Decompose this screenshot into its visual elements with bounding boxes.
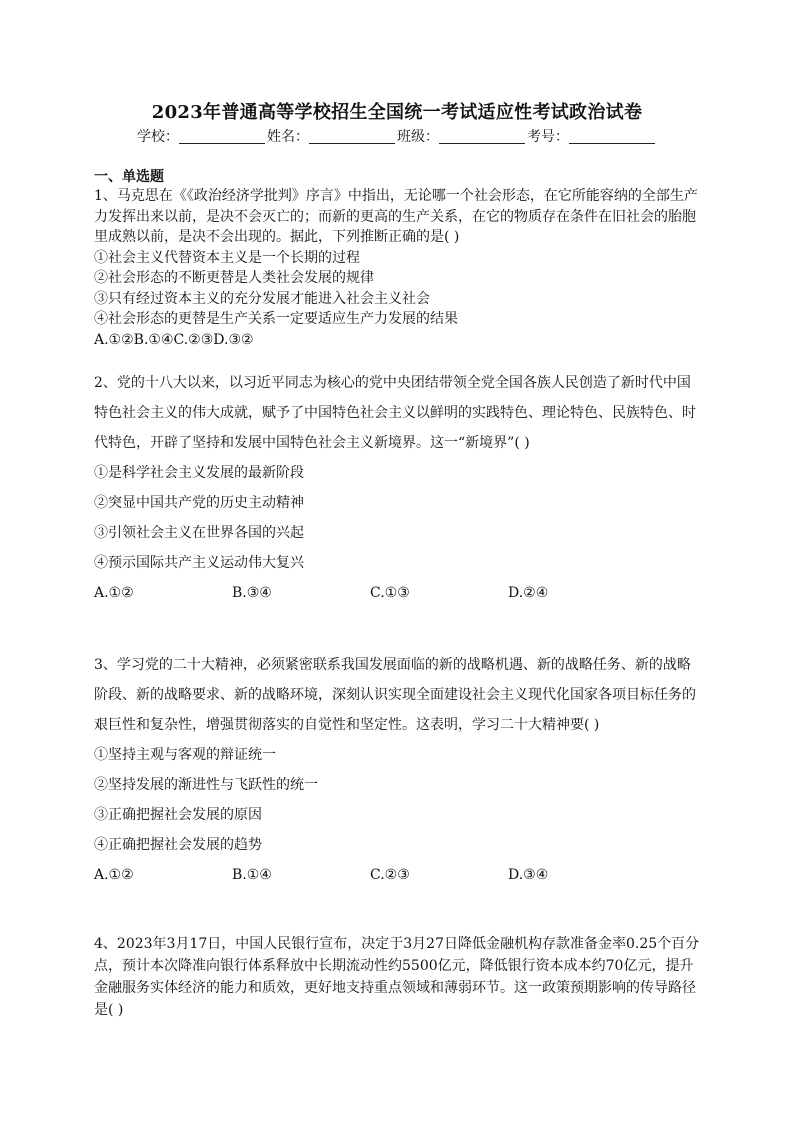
name-label: 姓名： bbox=[267, 129, 309, 145]
question-stem: 4、2023年3月17日，中国人民银行宣布，决定于3月27日降低金融机构存款准备金率0.25个百分点，预计本次降准向银行体系释放中长期流动性约5500亿元，降低银行资本成本约70亿元，提升金融服务实体经济的能力和质效，更好地支持重点领域和薄弱环节。这一政策预期影响的传导路径是( ) bbox=[94, 936, 700, 1018]
exam-number-blank[interactable] bbox=[569, 129, 655, 144]
choice-c[interactable]: C.①③ bbox=[370, 585, 410, 601]
statement-option: ②社会形态的不断更替是人类社会发展的规律 bbox=[94, 270, 374, 286]
class-label: 班级： bbox=[397, 129, 439, 145]
exam-number-label: 考号： bbox=[527, 129, 569, 145]
exam-title: 2023年普通高等学校招生全国统一考试适应性考试政治试卷 bbox=[151, 102, 643, 123]
name-field bbox=[267, 126, 397, 146]
question-2 bbox=[94, 368, 700, 608]
statement-option: ④社会形态的更替是生产关系一定要适应生产力发展的结果 bbox=[94, 311, 458, 327]
school-blank[interactable] bbox=[179, 129, 265, 144]
statement-option: ③正确把握社会发展的原因 bbox=[94, 807, 262, 823]
choice-d[interactable]: D.②④ bbox=[508, 585, 549, 601]
school-label: 学校： bbox=[137, 129, 179, 145]
choice-c[interactable]: C.②③ bbox=[370, 867, 410, 883]
statement-option: ②坚持发展的渐进性与飞跃性的统一 bbox=[94, 777, 318, 793]
answer-choices: A.①②B.①④C.②③D.③② bbox=[94, 331, 254, 348]
statement-option: ④预示国际共产主义运动伟大复兴 bbox=[94, 555, 304, 571]
question-stem: 3、学习党的二十大精神，必须紧密联系我国发展面临的新的战略机遇、新的战略任务、新的战略阶段、新的战略要求、新的战略环境，深刻认识实现全面建设社会主义现代化国家各项目标任务的艰巨性和复杂性，增强贯彻落实的自觉性和坚定性。这表明，学习二十大精神要( ) bbox=[94, 657, 696, 733]
class-field bbox=[397, 126, 527, 146]
question-stem: 2、党的十八大以来，以习近平同志为核心的党中央团结带领全党全国各族人民创造了新时代中国特色社会主义的伟大成就，赋予了中国特色社会主义以鲜明的实践特色、理论特色、民族特色、时代特色，开辟了坚持和发展中国特色社会主义新境界。这一“新境界”( ) bbox=[94, 375, 696, 451]
class-blank[interactable] bbox=[439, 129, 525, 144]
choice-a[interactable]: A.①② bbox=[94, 585, 134, 601]
answer-choices bbox=[94, 860, 700, 890]
statement-option: ①社会主义代替资本主义是一个长期的过程 bbox=[94, 249, 360, 266]
statement-option: ①是科学社会主义发展的最新阶段 bbox=[94, 465, 304, 481]
student-info-row bbox=[0, 126, 794, 146]
question-4 bbox=[94, 933, 700, 1021]
choice-d[interactable]: D.③④ bbox=[508, 867, 549, 883]
question-1 bbox=[94, 186, 700, 350]
statement-option: ②突显中国共产党的历史主动精神 bbox=[94, 495, 304, 511]
answer-choices bbox=[94, 578, 700, 608]
statement-option: ③只有经过资本主义的充分发展才能进入社会主义社会 bbox=[94, 290, 430, 307]
name-blank[interactable] bbox=[309, 129, 395, 144]
statement-option: ④正确把握社会发展的趋势 bbox=[94, 837, 262, 853]
choice-b[interactable]: B.③④ bbox=[232, 585, 272, 601]
choice-a[interactable]: A.①② bbox=[94, 867, 134, 883]
statement-option: ①坚持主观与客观的辩证统一 bbox=[94, 747, 276, 763]
exam-number-field bbox=[527, 126, 657, 146]
section-heading: 一、单选题 bbox=[94, 169, 164, 185]
question-stem: 1、马克思在《《政治经济学批判》序言》中指出，无论哪一个社会形态，在它所能容纳的全部生产力发挥出来以前，是决不会灭亡的；而新的更高的生产关系，在它的物质存在条件在旧社会的胎胞里成熟以前，是决不会出现的。据此，下列推断正确的是( ) bbox=[94, 188, 698, 245]
statement-option: ③引领社会主义在世界各国的兴起 bbox=[94, 525, 304, 541]
question-3 bbox=[94, 650, 700, 890]
choice-b[interactable]: B.①④ bbox=[232, 867, 272, 883]
school-field bbox=[137, 126, 267, 146]
